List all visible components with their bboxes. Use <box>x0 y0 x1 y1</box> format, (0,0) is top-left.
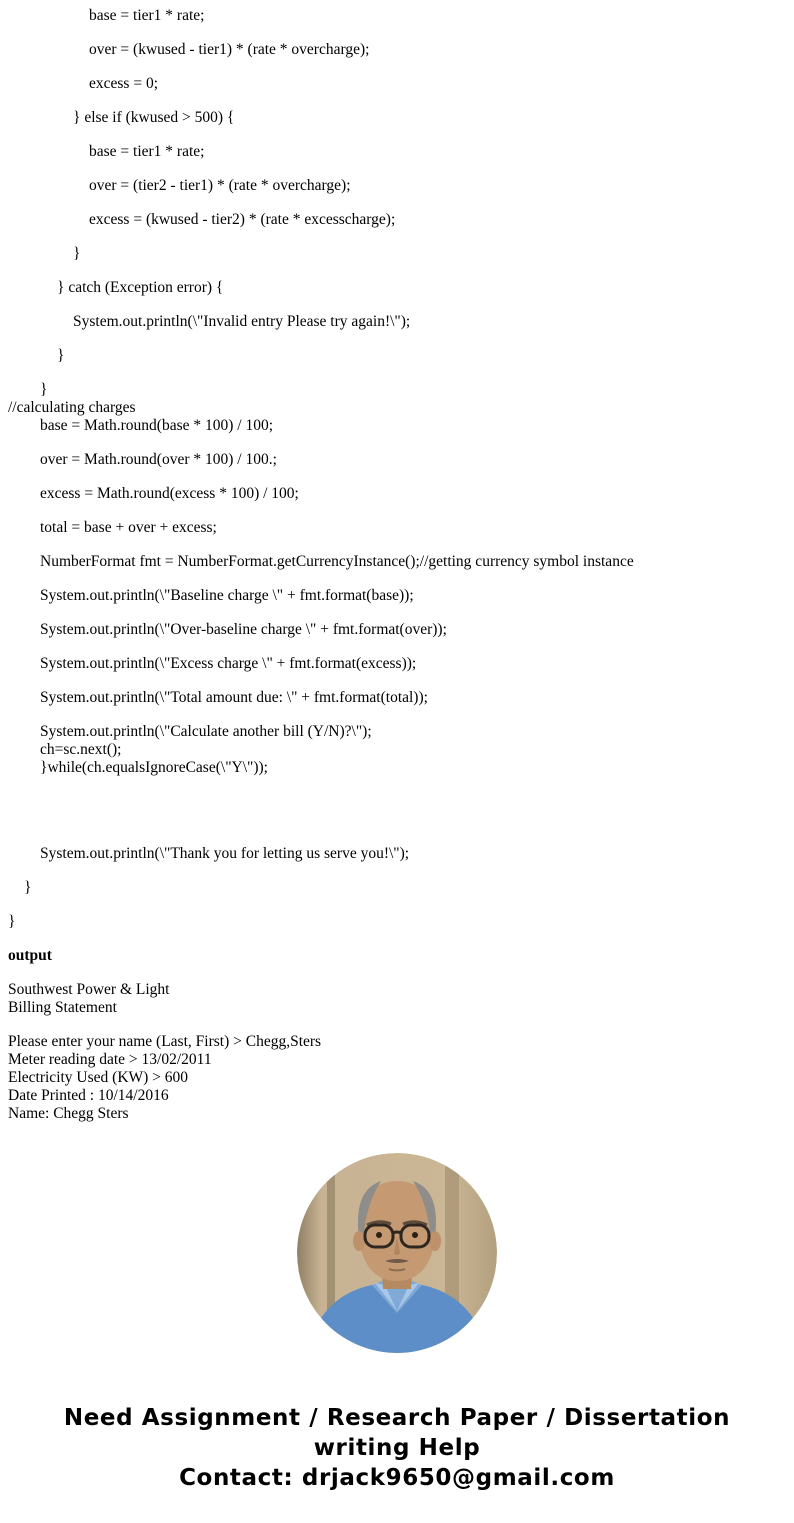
contact-email: Contact: drjack9650@gmail.com <box>179 1465 615 1491</box>
code-line: System.out.println(\"Calculate another bill (Y/N)?\"); <box>40 723 372 740</box>
code-line: System.out.println(\"Excess charge \" + fmt.format(excess)); <box>40 655 417 672</box>
avatar-section <box>0 1153 794 1353</box>
code-line: } <box>57 347 65 364</box>
code-line: } <box>40 381 48 398</box>
code-line: System.out.println(\"Invalid entry Please try again!\"); <box>73 313 411 330</box>
avatar <box>297 1153 497 1353</box>
code-line: base = tier1 * rate; <box>89 143 205 160</box>
code-line: } <box>73 245 81 262</box>
code-line: } <box>8 913 16 930</box>
code-line: ch=sc.next(); <box>40 741 122 758</box>
output-line-clipped: Name: Chegg Sters <box>8 1105 129 1122</box>
code-line: over = (kwused - tier1) * (rate * overcharge); <box>89 41 370 58</box>
output-line: Date Printed : 10/14/2016 <box>8 1087 169 1104</box>
code-line: System.out.println(\"Baseline charge \" + fmt.format(base)); <box>40 587 414 604</box>
output-heading: output <box>8 947 52 964</box>
output-line: Southwest Power & Light <box>8 981 170 998</box>
code-comment-line: //calculating charges <box>8 399 136 416</box>
output-line: Please enter your name (Last, First) > Chegg,Sters <box>8 1033 322 1050</box>
help-heading-line2: writing Help <box>313 1435 481 1461</box>
help-heading-line1: Need Assignment / Research Paper / Dissertation <box>63 1405 731 1431</box>
code-line: } else if (kwused > 500) { <box>73 109 235 126</box>
help-banner <box>0 1403 794 1493</box>
code-line: System.out.println(\"Over-baseline charge \" + fmt.format(over)); <box>40 621 447 638</box>
code-line: System.out.println(\"Total amount due: \" + fmt.format(total)); <box>40 689 428 706</box>
code-line: over = Math.round(over * 100) / 100.; <box>40 451 277 468</box>
code-line: base = tier1 * rate; <box>89 7 205 24</box>
code-line: excess = Math.round(excess * 100) / 100; <box>40 485 299 502</box>
code-line: } <box>24 879 32 896</box>
output-line: Electricity Used (KW) > 600 <box>8 1069 189 1086</box>
code-line: excess = 0; <box>89 75 159 92</box>
output-line: Billing Statement <box>8 999 117 1016</box>
output-line: Meter reading date > 13/02/2011 <box>8 1051 212 1068</box>
code-line: excess = (kwused - tier2) * (rate * excesscharge); <box>89 211 396 228</box>
code-line: }while(ch.equalsIgnoreCase(\"Y\")); <box>40 759 268 776</box>
avatar-image <box>297 1153 497 1353</box>
code-line: over = (tier2 - tier1) * (rate * overcharge); <box>89 177 351 194</box>
code-line: } catch (Exception error) { <box>57 279 224 296</box>
code-line: NumberFormat fmt = NumberFormat.getCurrencyInstance();//getting currency symbol instance <box>40 553 634 570</box>
code-line: base = Math.round(base * 100) / 100; <box>40 417 274 434</box>
code-line: total = base + over + excess; <box>40 519 217 536</box>
code-line: System.out.println(\"Thank you for letting us serve you!\"); <box>40 845 410 862</box>
